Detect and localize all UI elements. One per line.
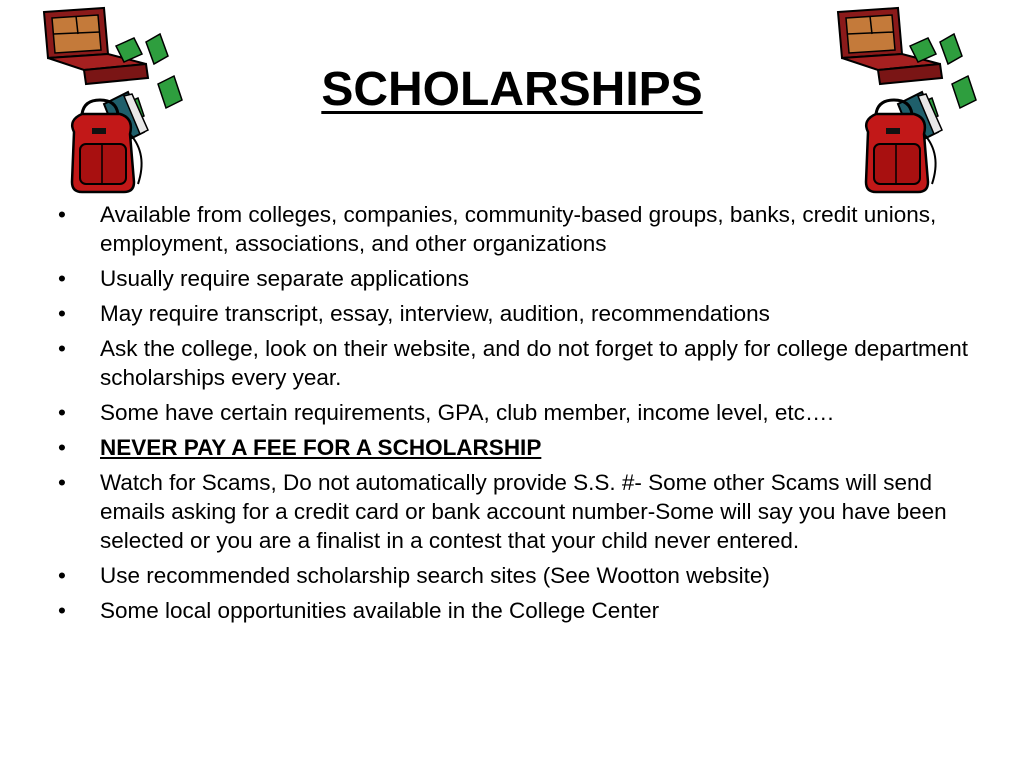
bullet-dot: • [58, 470, 66, 495]
bullet-text: Watch for Scams, Do not automatically provide S.S. #- Some other Scams will send emails asking for a credit card or bank account number-Some will say you have been selected or you are a finalist in a contest that your child never entered. [100, 470, 947, 553]
slide-title [0, 62, 1024, 117]
bullet-text: Some local opportunities available in the College Center [100, 598, 660, 623]
bullet-text: Use recommended scholarship search sites (See Wootton website) [100, 563, 770, 588]
bullet-dot: • [58, 598, 66, 623]
bullet-text: Some have certain requirements, GPA, club member, income level, etc…. [100, 400, 834, 425]
bullet-dot: • [58, 563, 66, 588]
bullet-item [58, 468, 978, 555]
bullet-dot: • [58, 435, 66, 460]
bullet-item [58, 200, 978, 258]
bullet-item [58, 334, 978, 392]
bullet-item [58, 596, 978, 625]
bullet-list [58, 200, 978, 631]
bullet-text: May require transcript, essay, interview, audition, recommendations [100, 301, 770, 326]
bullet-text: Usually require separate applications [100, 266, 469, 291]
bullet-item [58, 398, 978, 427]
bullet-dot: • [58, 266, 66, 291]
bullet-item [58, 433, 978, 462]
bullet-text-warning: NEVER PAY A FEE FOR A SCHOLARSHIP [100, 435, 542, 460]
bullet-dot: • [58, 202, 66, 227]
bullet-item [58, 561, 978, 590]
bullet-text: Available from colleges, companies, community-based groups, banks, credit unions, employment, associations, and other organizations [100, 202, 937, 256]
bullet-dot: • [58, 301, 66, 326]
slide-title-text: SCHOLARSHIPS [321, 63, 703, 116]
bullet-dot: • [58, 336, 66, 361]
bullet-dot: • [58, 400, 66, 425]
bullet-text: Ask the college, look on their website, and do not forget to apply for college department scholarships every year. [100, 336, 969, 390]
bullet-item [58, 264, 978, 293]
bullet-item [58, 299, 978, 328]
